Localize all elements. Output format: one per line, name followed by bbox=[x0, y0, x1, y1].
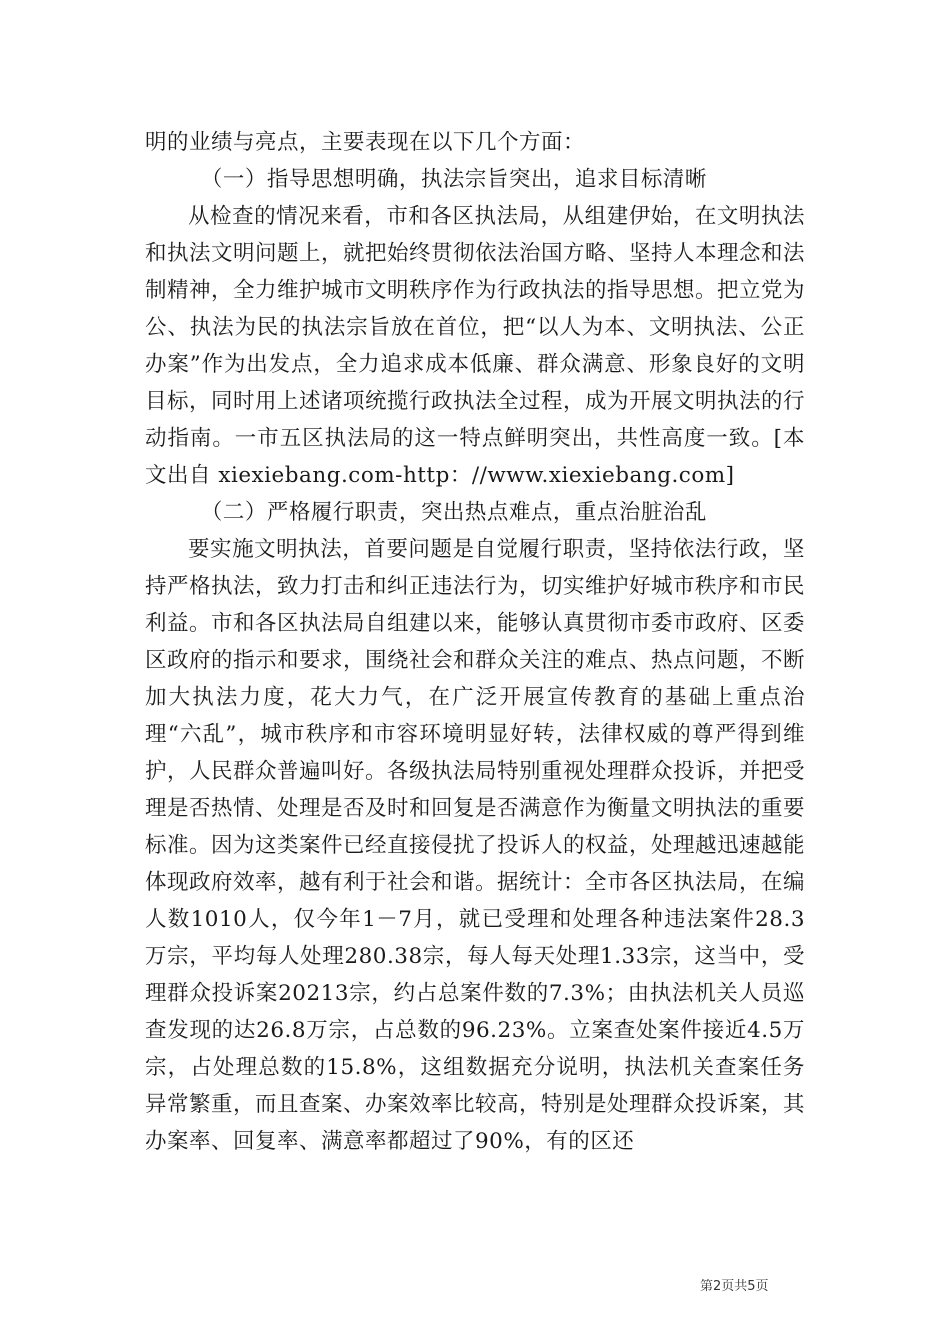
section-paragraph-1: 从检查的情况来看，市和各区执法局，从组建伊始，在文明执法和执法文明问题上，就把始终贯彻依法治国方略、坚持人本理念和法制精神，全力维护城市文明秩序作为行政执法的指导思想。把立党为公、执法为民的执法宗旨放在首位，把“以人为本、文明执法、公正办案”作为出发点，全力追求成本低廉、群众满意、形象良好的文明目标，同时用上述诸项统揽行政执法全过程，成为开展文明执法的行动指南。一市五区执法局的这一特点鲜明突出，共性高度一致。[本文出自 xiexiebang.com-http：//www.xiexiebang.com] bbox=[145, 204, 806, 488]
section-heading-2: （二）严格履行职责，突出热点难点，重点治脏治乱 bbox=[200, 500, 707, 525]
page-number: 第2页共5页 bbox=[700, 1279, 769, 1294]
section-heading-1: （一）指导思想明确，执法宗旨突出，追求目标清晰 bbox=[200, 167, 707, 192]
lead-line: 明的业绩与亮点，主要表现在以下几个方面： bbox=[145, 130, 586, 155]
section-paragraph-2: 要实施文明执法，首要问题是自觉履行职责，坚持依法行政，坚持严格执法，致力打击和纠正违法行为，切实维护好城市秩序和市民利益。市和各区执法局自组建以来，能够认真贯彻市委市政府、区委区政府的指示和要求，围绕社会和群众关注的难点、热点问题，不断加大执法力度，花大力气，在广泛开展宣传教育的基础上重点治理“六乱”，城市秩序和市容环境明显好转，法律权威的尊严得到维护，人民群众普遍叫好。各级执法局特别重视处理群众投诉，并把受理是否热情、处理是否及时和回复是否满意作为衡量文明执法的重要标准。因为这类案件已经直接侵扰了投诉人的权益，处理越迅速越能体现政府效率，越有利于社会和谐。据统计：全市各区执法局，在编人数1010人，仅今年1－7月，就已受理和处理各种违法案件28.3万宗，平均每人处理280.38宗，每人每天处理1.33宗，这当中，受理群众投诉案20213宗，约占总案件数的7.3%；由执法机关人员巡查发现的达26.8万宗，占总数的96.23%。立案查处案件接近4.5万宗，占处理总数的15.8%，这组数据充分说明，执法机关查案任务异常繁重，而且查案、办案效率比较高，特别是处理群众投诉案，其办案率、回复率、满意率都超过了90%，有的区还 bbox=[145, 537, 806, 1154]
document-body bbox=[145, 124, 805, 1160]
